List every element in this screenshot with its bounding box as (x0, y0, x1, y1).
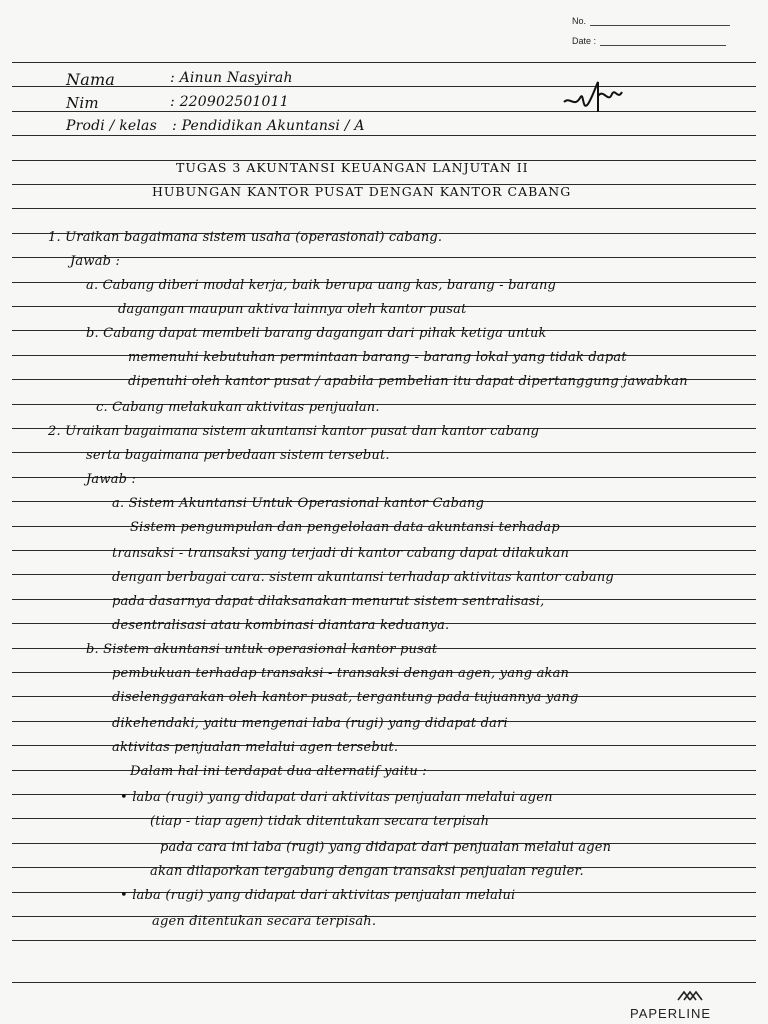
body-line: • laba (rugi) yang didapat dari aktivitas penjualan melalui (120, 888, 516, 903)
no-field (572, 16, 730, 26)
paperline-logo-icon (676, 990, 704, 1002)
bottom-rule (12, 982, 756, 983)
body-line: transaksi - transaksi yang terjadi di kantor cabang dapat dilakukan (112, 546, 570, 561)
title-line-2: HUBUNGAN KANTOR PUSAT DENGAN KANTOR CABANG (152, 184, 572, 199)
signature-icon (560, 78, 630, 118)
body-line: Dalam hal ini terdapat dua alternatif yaitu : (130, 764, 427, 779)
prodi-label: Prodi / kelas (66, 118, 157, 134)
body-line: akan dilaporkan tergabung dengan transaksi penjualan reguler. (150, 864, 584, 879)
body-line: dikehendaki, yaitu mengenai laba (rugi) yang didapat dari (112, 716, 508, 731)
body-line: c. Cabang melakukan aktivitas penjualan. (96, 400, 380, 415)
body-line: a. Sistem Akuntansi Untuk Operasional kantor Cabang (112, 496, 485, 511)
body-line: b. Sistem akuntansi untuk operasional kantor pusat (86, 642, 438, 657)
body-line: Jawab : (70, 254, 121, 269)
body-line: agen ditentukan secara terpisah. (152, 914, 377, 929)
prodi-value: : Pendidikan Akuntansi / A (172, 118, 365, 134)
body-line: a. Cabang diberi modal kerja, baik berupa uang kas, barang - barang (86, 278, 557, 293)
ruled-line (12, 86, 756, 87)
nama-label: Nama (66, 70, 116, 89)
body-line: (tiap - tiap agen) tidak ditentukan secara terpisah (150, 814, 490, 829)
nim-value: : 220902501011 (170, 94, 289, 110)
title-line-1: TUGAS 3 AKUNTANSI KEUANGAN LANJUTAN II (176, 160, 529, 175)
body-line: diselenggarakan oleh kantor pusat, tergantung pada tujuannya yang (112, 690, 579, 705)
nama-value: : Ainun Nasyirah (170, 70, 293, 86)
ruled-line (12, 916, 756, 917)
body-line: serta bagaimana perbedaan sistem tersebut. (86, 448, 390, 463)
date-field (572, 36, 726, 46)
ruled-line (12, 940, 756, 941)
body-line: Jawab : (86, 472, 137, 487)
body-line: 2. Uraikan bagaimana sistem akuntansi kantor pusat dan kantor cabang (48, 424, 540, 439)
ruled-line (12, 135, 756, 136)
body-line: Sistem pengumpulan dan pengelolaan data akuntansi terhadap (130, 520, 560, 535)
body-line: dengan berbagai cara. sistem akuntansi terhadap aktivitas kantor cabang (112, 570, 614, 585)
brand-name: PAPERLINE (630, 1006, 712, 1021)
ruled-line (12, 62, 756, 63)
body-line: aktivitas penjualan melalui agen tersebut. (112, 740, 399, 755)
nim-label: Nim (66, 94, 99, 112)
body-line: pada dasarnya dapat dilaksanakan menurut sistem sentralisasi, (112, 594, 545, 609)
body-line: memenuhi kebutuhan permintaan barang - barang lokal yang tidak dapat (128, 350, 627, 365)
body-line: pembukuan terhadap transaksi - transaksi dengan agen, yang akan (112, 666, 570, 681)
date-label: Date : (572, 36, 597, 46)
body-line: dagangan maupun aktiva lainnya oleh kantor pusat (118, 302, 467, 317)
ruled-line (12, 111, 756, 112)
body-line: b. Cabang dapat membeli barang dagangan dari pihak ketiga untuk (86, 326, 547, 341)
body-line: 1. Uraikan bagaimana sistem usaha (operasional) cabang. (48, 230, 443, 245)
body-line: pada cara ini laba (rugi) yang didapat dari penjualan melalui agen (160, 840, 612, 855)
ruled-line (12, 208, 756, 209)
body-line: • laba (rugi) yang didapat dari aktivitas penjualan melalui agen (120, 790, 553, 805)
body-line: desentralisasi atau kombinasi diantara keduanya. (112, 618, 450, 633)
body-line: dipenuhi oleh kantor pusat / apabila pembelian itu dapat dipertanggung jawabkan (128, 374, 688, 389)
no-label: No. (572, 16, 587, 26)
ruled-line (12, 257, 756, 258)
